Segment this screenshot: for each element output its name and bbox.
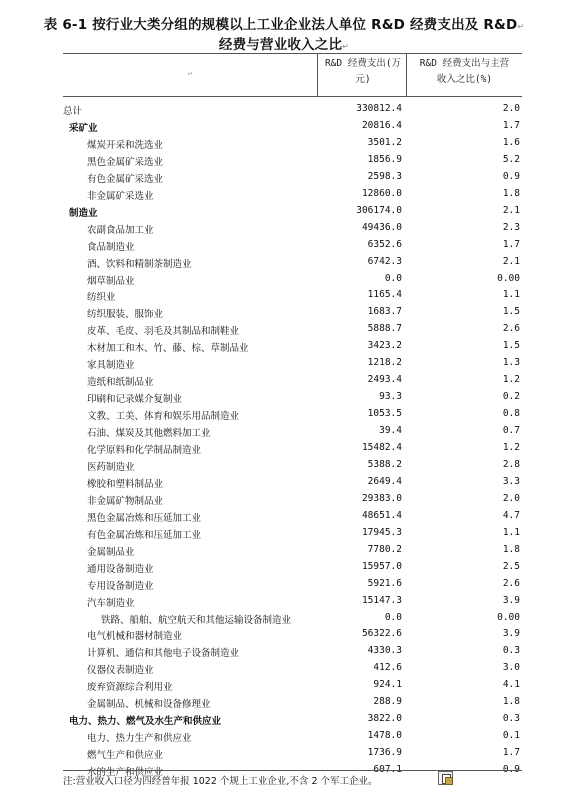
row-category: 电气机械和器材制造业 (87, 631, 183, 643)
table-row (63, 595, 522, 612)
table-row (63, 103, 522, 120)
header-expenditure-line2: 元) (355, 74, 371, 85)
row-ratio: 4.1 (502, 679, 520, 691)
row-expenditure: 2493.4 (367, 374, 402, 386)
row-category: 非金属矿物制品业 (87, 495, 164, 507)
row-ratio: 1.2 (502, 442, 520, 453)
row-category: 计算机、通信和其他电子设备制造业 (87, 648, 240, 660)
row-ratio: 1.8 (502, 696, 520, 708)
table-row (63, 188, 522, 205)
row-expenditure: 1165.4 (367, 289, 402, 301)
row-category: 农副食品加工业 (87, 224, 154, 236)
row-ratio: 4.7 (502, 509, 520, 521)
row-expenditure: 6742.3 (367, 255, 402, 267)
header-ratio-line1: R&D 经费支出与主营 (419, 58, 510, 69)
row-category: 纺织服装、服饰业 (87, 309, 164, 321)
row-expenditure: 2598.3 (367, 170, 402, 182)
table-row (63, 476, 522, 493)
title-text-2: 经费与营业收入之比 (218, 37, 343, 53)
row-category: 家具制造业 (87, 360, 135, 372)
table-row (63, 256, 522, 273)
table-row (63, 713, 522, 730)
data-table (63, 53, 522, 779)
row-expenditure: 5388.2 (367, 458, 402, 470)
row-expenditure: 5921.6 (367, 577, 402, 589)
row-expenditure: 15147.3 (361, 594, 402, 606)
row-ratio: 0.2 (502, 391, 520, 403)
row-category: 造纸和纸制品业 (87, 377, 154, 389)
row-ratio: 2.3 (502, 221, 520, 233)
row-category: 纺织业 (87, 292, 116, 304)
title-text-1: 表 6-1 按行业大类分组的规模以上工业企业法人单位 R&D 经费支出及 R&D (43, 17, 518, 33)
table-row (63, 662, 522, 679)
row-ratio: 1.5 (502, 306, 520, 318)
row-expenditure: 1736.9 (367, 747, 402, 759)
row-ratio: 1.7 (502, 119, 520, 131)
row-expenditure: 15957.0 (361, 560, 402, 572)
table-row (63, 747, 522, 764)
row-ratio: 1.3 (502, 357, 520, 369)
table-row (63, 171, 522, 188)
row-expenditure: 6352.6 (367, 238, 402, 250)
row-category: 石油、煤炭及其他燃料加工业 (87, 428, 211, 440)
row-expenditure: 3822.0 (367, 713, 402, 725)
table-row (63, 459, 522, 476)
table-row (63, 425, 522, 442)
table-row (63, 273, 522, 290)
row-expenditure: 17945.3 (361, 526, 402, 538)
row-expenditure: 56322.6 (361, 628, 402, 640)
row-ratio: 0.00 (497, 611, 520, 623)
row-category: 金属制品、机械和设备修理业 (87, 699, 211, 711)
row-expenditure: 0.0 (384, 272, 402, 284)
table-row (63, 239, 522, 256)
row-category: 废弃资源综合利用业 (87, 682, 173, 694)
row-expenditure: 607.1 (373, 764, 402, 776)
row-category: 金属制品业 (87, 546, 135, 558)
table-row (63, 154, 522, 171)
row-category: 仪器仪表制造业 (87, 665, 154, 677)
row-ratio: 1.6 (502, 136, 520, 148)
row-category: 采矿业 (69, 122, 98, 134)
row-category: 有色金属冶炼和压延加工业 (87, 529, 202, 541)
table-row (63, 222, 522, 239)
row-expenditure: 0.0 (384, 611, 402, 623)
row-expenditure: 7780.2 (367, 543, 402, 555)
row-expenditure: 330812.4 (356, 103, 402, 114)
row-ratio: 0.8 (502, 408, 520, 420)
row-expenditure: 15482.4 (361, 442, 402, 453)
row-ratio: 1.8 (502, 187, 520, 199)
row-expenditure: 3423.2 (367, 340, 402, 352)
table-row (63, 340, 522, 357)
row-expenditure: 93.3 (379, 391, 402, 403)
row-ratio: 0.9 (502, 170, 520, 182)
row-ratio: 1.5 (502, 340, 520, 352)
table-title-line-2: 经费与营业收入之比↵ (218, 37, 350, 53)
row-expenditure: 48651.4 (361, 509, 402, 521)
table-row (63, 205, 522, 222)
row-category: 非金属矿采选业 (87, 190, 154, 202)
row-expenditure: 2649.4 (367, 475, 402, 487)
row-ratio: 1.2 (502, 374, 520, 386)
header-bottom-border (63, 96, 522, 97)
table-row (63, 137, 522, 154)
table-row (63, 120, 522, 137)
row-ratio: 3.0 (502, 662, 520, 674)
table-title-line-1: 表 6-1 按行业大类分组的规模以上工业企业法人单位 R&D 经费支出及 R&D↵ (43, 17, 525, 33)
table-row (63, 561, 522, 578)
row-ratio: 3.9 (502, 628, 520, 640)
row-ratio: 1.1 (502, 526, 520, 538)
table-row (63, 391, 522, 408)
row-category: 制造业 (69, 207, 98, 219)
row-expenditure: 306174.0 (356, 204, 402, 216)
table-row (63, 578, 522, 595)
row-expenditure: 1683.7 (367, 306, 402, 318)
row-category: 木材加工和木、竹、藤、棕、草制品业 (87, 343, 249, 355)
row-category: 燃气生产和供应业 (87, 750, 164, 762)
row-category: 烟草制品业 (87, 275, 135, 287)
table-row (63, 679, 522, 696)
row-expenditure: 288.9 (373, 696, 402, 708)
row-ratio: 0.1 (502, 730, 520, 742)
row-category: 煤炭开采和洗选业 (87, 139, 164, 151)
row-category: 食品制造业 (87, 241, 135, 253)
header-ratio (407, 56, 522, 88)
row-expenditure: 39.4 (379, 425, 402, 437)
row-expenditure: 12860.0 (361, 187, 402, 199)
table-row (63, 544, 522, 561)
footnote: 注:营业收入口径为四经普年报 1022 个规上工业企业,不含 2 个军工企业。 (63, 776, 378, 787)
row-expenditure: 412.6 (373, 662, 402, 674)
header-empty-cell: ↵ (187, 69, 193, 77)
table-row (63, 289, 522, 306)
header-expenditure (318, 56, 408, 88)
row-ratio: 5.2 (502, 153, 520, 165)
row-ratio: 1.8 (502, 543, 520, 555)
table-row (63, 408, 522, 425)
table-row (63, 306, 522, 323)
table-row (63, 628, 522, 645)
row-expenditure: 924.1 (373, 679, 402, 691)
table-row (63, 442, 522, 459)
row-category: 印刷和记录媒介复制业 (87, 394, 183, 406)
row-ratio: 2.1 (502, 204, 520, 216)
row-ratio: 2.6 (502, 577, 520, 589)
row-category: 酒、饮料和精制茶制造业 (87, 258, 192, 270)
row-ratio: 2.5 (502, 560, 520, 572)
table-row (63, 612, 522, 629)
table-row (63, 357, 522, 374)
table-row (63, 510, 522, 527)
row-expenditure: 1053.5 (367, 408, 402, 420)
row-ratio: 2.1 (502, 255, 520, 267)
row-expenditure: 20816.4 (361, 119, 402, 131)
row-ratio: 0.3 (502, 713, 520, 725)
table-row (63, 696, 522, 713)
row-category: 总计 (63, 106, 83, 117)
row-expenditure: 3501.2 (367, 136, 402, 148)
row-category: 电力、热力、燃气及水生产和供应业 (69, 716, 222, 728)
row-category: 汽车制造业 (87, 597, 135, 609)
table-row (63, 493, 522, 510)
row-expenditure: 1218.2 (367, 357, 402, 369)
row-ratio: 0.9 (502, 764, 520, 776)
paste-options-icon[interactable] (438, 771, 453, 785)
row-category: 专用设备制造业 (87, 580, 154, 592)
row-ratio: 3.3 (502, 475, 520, 487)
row-category: 电力、热力生产和供应业 (87, 733, 192, 745)
row-ratio: 1.7 (502, 747, 520, 759)
table-row (63, 527, 522, 544)
row-ratio: 0.00 (497, 272, 520, 284)
table-row (63, 323, 522, 340)
row-category: 铁路、船舶、航空航天和其他运输设备制造业 (101, 614, 292, 626)
row-expenditure: 29383.0 (361, 492, 402, 504)
row-ratio: 2.6 (502, 323, 520, 335)
row-category: 通用设备制造业 (87, 563, 154, 575)
row-ratio: 0.7 (502, 425, 520, 437)
row-ratio: 1.1 (502, 289, 520, 301)
row-expenditure: 4330.3 (367, 645, 402, 657)
table-row (63, 730, 522, 747)
row-ratio: 2.0 (502, 103, 520, 114)
row-expenditure: 1478.0 (367, 730, 402, 742)
row-category: 皮革、毛皮、羽毛及其制品和制鞋业 (87, 326, 240, 338)
table-row (63, 374, 522, 391)
table-top-border (63, 53, 522, 54)
row-category: 有色金属矿采选业 (87, 173, 164, 185)
row-category: 橡胶和塑料制品业 (87, 478, 164, 490)
row-category: 文教、工美、体育和娱乐用品制造业 (87, 411, 240, 423)
row-ratio: 2.8 (502, 458, 520, 470)
row-ratio: 0.3 (502, 645, 520, 657)
table-bottom-border (63, 770, 522, 771)
row-expenditure: 1856.9 (367, 153, 402, 165)
row-category: 黑色金属冶炼和压延加工业 (87, 512, 202, 524)
row-ratio: 3.9 (502, 594, 520, 606)
row-category: 黑色金属矿采选业 (87, 156, 164, 168)
row-category: 水的生产和供应业 (87, 767, 164, 779)
header-expenditure-line1: R&D 经费支出(万 (324, 58, 402, 69)
header-ratio-line2: 收入之比(%) (436, 74, 493, 85)
row-category: 化学原料和化学制品制造业 (87, 445, 202, 456)
row-ratio: 2.0 (502, 492, 520, 504)
row-ratio: 1.7 (502, 238, 520, 250)
table-row (63, 645, 522, 662)
row-category: 医药制造业 (87, 461, 135, 473)
row-expenditure: 5888.7 (367, 323, 402, 335)
row-expenditure: 49436.0 (361, 221, 402, 233)
